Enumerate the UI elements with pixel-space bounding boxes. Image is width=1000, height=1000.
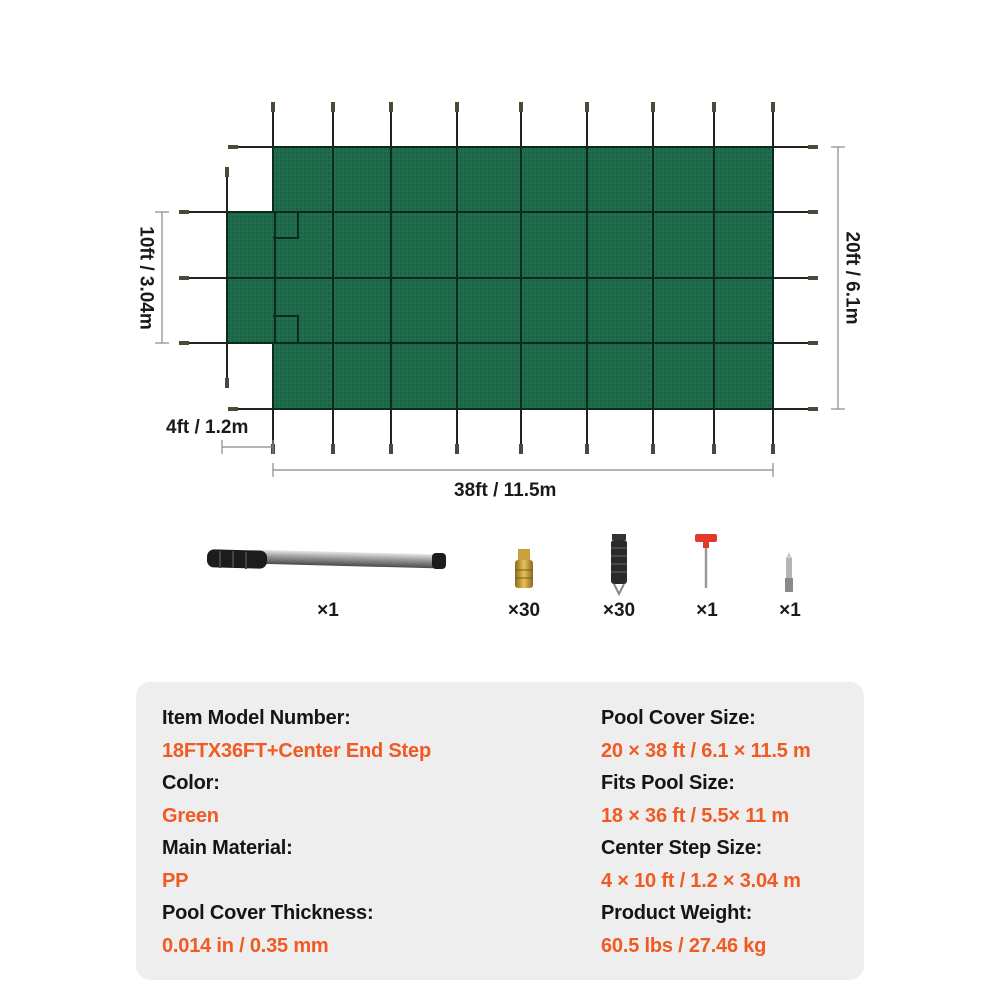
anchor-top (771, 102, 775, 112)
anchor-bottom (712, 444, 716, 454)
spec-value-model: 18FTX36FT+Center End Step (162, 739, 431, 762)
anchor-top (331, 102, 335, 112)
anchor-step-left (179, 210, 189, 214)
specification-panel (136, 682, 864, 980)
anchor-right (808, 407, 818, 411)
anchor-bottom (771, 444, 775, 454)
anchor-step-left (179, 341, 189, 345)
spec-value-thickness: 0.014 in / 0.35 mm (162, 934, 329, 957)
tapping-tool-quantity: ×1 (779, 600, 801, 621)
anchor-bottom (651, 444, 655, 454)
spec-value-weight: 60.5 lbs / 27.46 kg (601, 934, 767, 957)
spec-value-cover-size: 20 × 38 ft / 6.1 × 11.5 m (601, 739, 811, 762)
pool-cover (227, 147, 773, 409)
anchor-bottom (389, 444, 393, 454)
cover-width-label: 38ft / 11.5m (454, 480, 557, 501)
brass-anchor-icon (515, 549, 533, 588)
anchor-top (455, 102, 459, 112)
anchor-top (519, 102, 523, 112)
spec-label-model: Item Model Number: (162, 707, 351, 729)
step-height-label: 10ft / 3.04m (135, 226, 157, 330)
anchor-right (808, 276, 818, 280)
spec-column-left (162, 702, 431, 962)
anchor-quantity: ×30 (507, 600, 541, 621)
spec-column-right (601, 702, 811, 962)
spec-value-fits-pool: 18 × 36 ft / 5.5× 11 m (601, 804, 789, 827)
hex-key-quantity: ×1 (696, 600, 718, 621)
anchor-bottom (455, 444, 459, 454)
anchor-bottom (585, 444, 589, 454)
anchor-top (712, 102, 716, 112)
anchor-top (651, 102, 655, 112)
t-handle-hex-key-icon (695, 534, 717, 588)
rod-quantity: ×1 (317, 600, 339, 621)
spec-label-weight: Product Weight: (601, 902, 753, 924)
anchor-bottom (331, 444, 335, 454)
anchor-right (808, 341, 818, 345)
spring-icon (611, 534, 627, 594)
spec-label-step-size: Center Step Size: (601, 837, 763, 859)
anchor-top (585, 102, 589, 112)
anchor-top (389, 102, 393, 112)
spec-label-thickness: Pool Cover Thickness: (162, 902, 374, 924)
cover-height-label: 20ft / 6.1m (841, 231, 863, 325)
anchor-top (271, 102, 275, 112)
anchor-right (808, 145, 818, 149)
anchor-left (228, 145, 238, 149)
spring-quantity: ×30 (602, 600, 636, 621)
spec-value-step-size: 4 × 10 ft / 1.2 × 3.04 m (601, 869, 801, 892)
spec-value-color: Green (162, 804, 219, 827)
installation-rod-icon (207, 549, 446, 569)
tapping-tool-icon (785, 552, 793, 592)
spec-label-fits-pool: Fits Pool Size: (601, 772, 735, 794)
spec-value-material: PP (162, 869, 189, 892)
anchor-left (228, 407, 238, 411)
anchor-step-left (179, 276, 189, 280)
spec-label-color: Color: (162, 772, 220, 794)
spec-label-material: Main Material: (162, 837, 293, 859)
spec-label-cover-size: Pool Cover Size: (601, 707, 756, 729)
anchor-step-bottom (225, 378, 229, 388)
anchor-bottom (519, 444, 523, 454)
step-width-label: 4ft / 1.2m (166, 417, 249, 438)
anchor-step-top (225, 167, 229, 177)
anchor-right (808, 210, 818, 214)
